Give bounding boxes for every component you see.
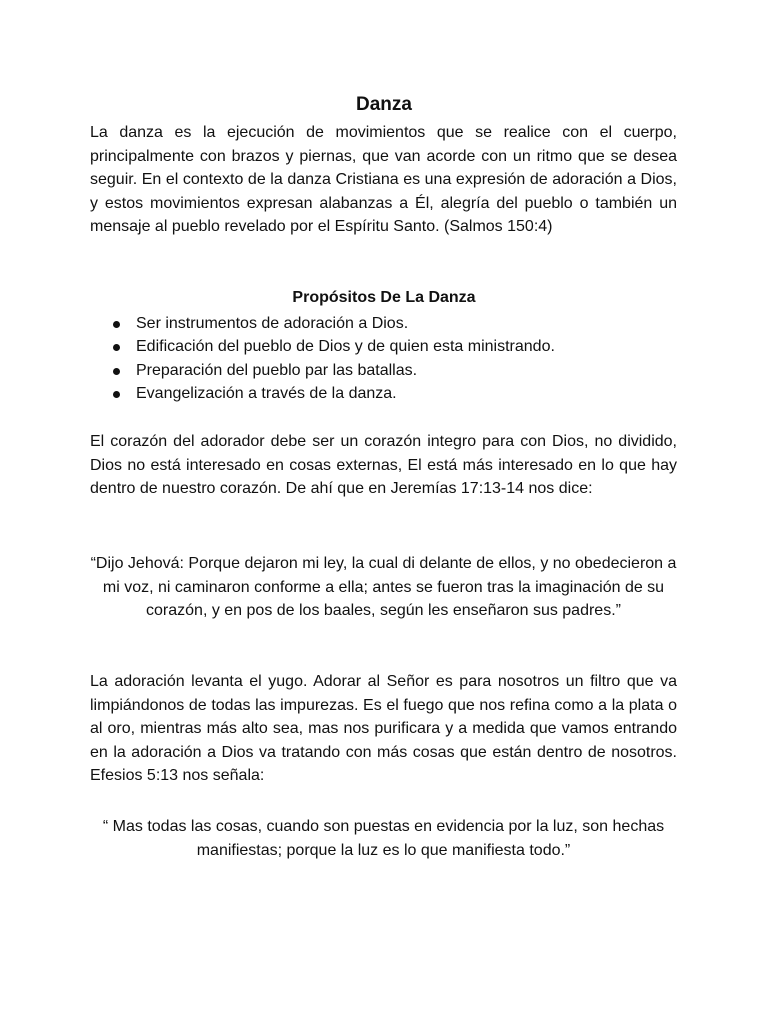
ephesians-quote: “ Mas todas las cosas, cuando son puestas en evidencia por la luz, son hechas manifiestas; porque la luz es lo que manifiesta todo.”: [102, 818, 665, 859]
list-item: Ser instrumentos de adoración a Dios.: [110, 312, 555, 335]
list-item: Edificación del pueblo de Dios y de quien esta ministrando.: [110, 335, 555, 358]
jeremiah-quote: “Dijo Jehová: Porque dejaron mi ley, la cual di delante de ellos, y no obedecieron a mi voz, ni caminaron conforme a ella; antes se fueron tras la imaginación de su corazón, y en pos de los baales, según les enseñaron sus padres.”: [90, 555, 677, 619]
intro-paragraph: La danza es la ejecución de movimientos que se realice con el cuerpo, principalmente con brazos y piernas, que van acorde con un ritmo que se desea seguir. En el contexto de la danza Cristiana es una expresión de adoración a Dios, y estos movimientos expresan alabanzas a Él, alegría del pueblo o también un mensaje al pueblo revelado por el Espíritu Santo. (Salmos 150:4): [90, 124, 677, 235]
list-item: Evangelización a través de la danza.: [110, 382, 555, 405]
worship-paragraph: La adoración levanta el yugo. Adorar al Señor es para nosotros un filtro que va limpiándonos de todas las impurezas. Es el fuego que nos refina como a la plata o al oro, mientras más alto sea, mas nos purificara y a medida que vamos entrando en la adoración a Dios va tratando con más cosas que están dentro de nosotros. Efesios 5:13 nos señala:: [90, 673, 677, 784]
list-item: Preparación del pueblo par las batallas.: [110, 359, 555, 382]
heart-paragraph: El corazón del adorador debe ser un corazón integro para con Dios, no dividido, Dios no está interesado en cosas externas, El está más interesado en lo que hay dentro de nuestro corazón. De ahí que en Jeremías 17:13-14 nos dice:: [90, 433, 677, 497]
page-title: Danza: [356, 94, 412, 115]
purposes-heading: Propósitos De La Danza: [292, 289, 476, 306]
purposes-list: [110, 312, 555, 405]
